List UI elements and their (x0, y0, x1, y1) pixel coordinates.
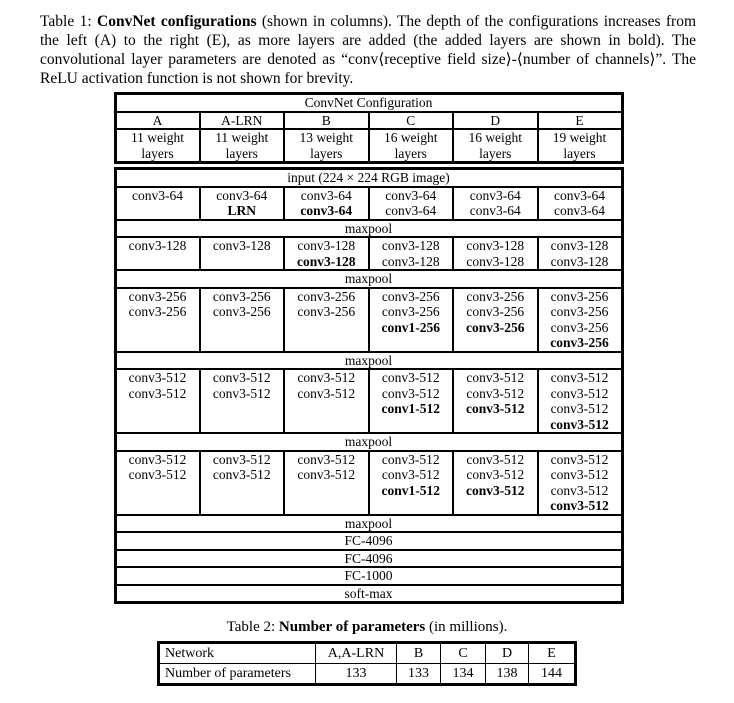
conv-layer-label: conv3-64 (385, 187, 437, 203)
table2-caption-prefix: Table 2: (226, 619, 279, 635)
conv-layer-label: conv3-128 (381, 253, 440, 269)
conv-layer-label: conv3-512 (297, 385, 356, 401)
conv-layer-label: conv3-512 (550, 416, 609, 432)
conv-layer-label: conv3-256 (466, 288, 525, 304)
parameters-table (157, 641, 577, 686)
conv-layer-label: conv3-512 (466, 370, 525, 385)
conv-cell (453, 237, 538, 270)
column-labels-row (115, 112, 622, 130)
span-row-cell: maxpool (115, 220, 622, 238)
parameters-header-cell: Network (159, 643, 316, 664)
conv-layer-label: conv3-256 (128, 288, 187, 304)
conv-layer-label: conv3-64 (132, 187, 183, 203)
conv-layer-label: conv3-128 (550, 238, 609, 253)
conv-layer-label: conv1-512 (381, 401, 440, 416)
conv-layer-label: conv3-512 (381, 451, 440, 467)
span-row-cell: soft-max (115, 585, 622, 603)
column-label-cell: D (453, 112, 538, 130)
conv-cell (115, 451, 200, 515)
conv-layer-label: conv3-512 (212, 370, 271, 385)
conv-layer-label: conv3-512 (297, 370, 356, 385)
conv-cell (284, 187, 369, 220)
conv-layer-label: conv3-512 (128, 385, 187, 401)
table1-caption-prefix: Table 1: (40, 13, 97, 30)
convnet-configuration-table (114, 92, 621, 604)
conv-layer-label: conv3-512 (128, 451, 187, 467)
conv-layer-label: conv3-128 (128, 238, 187, 253)
convnet-table-header (114, 92, 624, 164)
conv-layer-label: conv3-512 (466, 467, 525, 482)
convnet-config-title-row (115, 94, 622, 112)
conv-layer-label: conv3-512 (550, 385, 609, 401)
conv-layer-label: conv3-64 (469, 203, 521, 218)
span-row (115, 270, 622, 288)
conv-layer-label: conv3-512 (381, 385, 440, 401)
table1-caption-bold: ConvNet configurations (97, 13, 257, 30)
conv-layer-label: conv3-128 (466, 253, 525, 269)
conv-cell (369, 369, 454, 433)
span-row (115, 433, 622, 451)
table1-caption (40, 12, 696, 88)
span-row (115, 220, 622, 238)
conv-layer-label: conv3-512 (297, 467, 356, 482)
span-row-cell: FC-4096 (115, 532, 622, 550)
span-row (115, 550, 622, 568)
parameters-value-cell: 133 (316, 664, 397, 685)
parameters-header-cell: D (486, 643, 529, 664)
parameters-values-row (159, 664, 576, 685)
table2-caption-rest: (in millions). (425, 619, 508, 635)
parameters-header-cell: B (397, 643, 441, 664)
span-row (115, 352, 622, 370)
conv-layer-label: conv3-512 (550, 370, 609, 385)
conv-cell (284, 288, 369, 352)
conv-layer-label: conv3-512 (128, 370, 187, 385)
conv-layer-label: conv3-256 (381, 304, 440, 319)
span-row-cell: maxpool (115, 352, 622, 370)
conv-cell (115, 187, 200, 220)
conv-cell (369, 187, 454, 220)
document (0, 12, 734, 686)
conv-block-row (115, 369, 622, 433)
conv-layer-label: conv3-256 (212, 304, 271, 319)
span-row (115, 585, 622, 603)
conv-block-row (115, 451, 622, 515)
depth-label-cell: 13 weight layers (284, 129, 369, 163)
conv-layer-label: conv3-256 (297, 304, 356, 319)
depth-labels-row (115, 129, 622, 163)
depth-label-cell: 19 weight layers (538, 129, 623, 163)
conv-cell (200, 451, 285, 515)
conv-cell (538, 288, 623, 352)
conv-cell (538, 369, 623, 433)
conv-cell (453, 369, 538, 433)
conv-layer-label: conv3-256 (550, 319, 609, 335)
conv-cell (284, 451, 369, 515)
parameters-value-cell: 138 (486, 664, 529, 685)
conv-layer-label: conv1-512 (381, 482, 440, 498)
conv-layer-label: conv3-512 (466, 482, 525, 498)
conv-cell (115, 369, 200, 433)
parameters-value-cell: 133 (397, 664, 441, 685)
parameters-value-cell: 134 (441, 664, 486, 685)
conv-layer-label: conv3-64 (216, 187, 268, 203)
span-row-cell: FC-1000 (115, 567, 622, 585)
conv-block-row (115, 187, 622, 220)
conv-cell (200, 237, 285, 270)
span-row (115, 532, 622, 550)
table1-caption-rest: (shown in columns). The depth of the configurations increases from the left (A) to the right (E), as more layers are added (the added layers are shown in bold). The convolutional layer parameters are denoted as “conv⟨receptive field size⟩-⟨number of channels⟩”. The ReLU activation function is not shown for brevity. (40, 13, 697, 87)
conv-layer-label: conv3-256 (466, 319, 525, 335)
conv-cell (453, 451, 538, 515)
convnet-table-body (114, 167, 624, 604)
conv-layer-label: conv3-512 (381, 370, 440, 385)
conv-cell (284, 369, 369, 433)
column-label-cell: B (284, 112, 369, 130)
depth-label-cell: 11 weight layers (115, 129, 200, 163)
conv-layer-label: conv3-256 (550, 304, 609, 319)
conv-cell (538, 451, 623, 515)
column-label-cell: A-LRN (200, 112, 285, 130)
conv-layer-label: conv3-512 (550, 451, 609, 467)
conv-layer-label: conv3-64 (554, 203, 605, 218)
conv-block-row (115, 288, 622, 352)
conv-layer-label: conv3-64 (300, 203, 353, 218)
conv-layer-label: conv3-512 (550, 482, 609, 498)
table2-caption-bold: Number of parameters (278, 619, 426, 635)
conv-cell (200, 187, 285, 220)
conv-layer-label: conv3-512 (212, 451, 271, 467)
parameters-header-cell: C (441, 643, 486, 664)
conv-layer-label: conv3-256 (550, 335, 609, 350)
conv-layer-label: conv3-512 (297, 451, 356, 467)
span-row (115, 515, 622, 533)
span-row-cell: maxpool (115, 433, 622, 451)
conv-layer-label: conv3-256 (381, 288, 440, 304)
conv-cell (369, 451, 454, 515)
conv-layer-label: conv3-128 (550, 253, 609, 269)
conv-layer-label: conv3-512 (466, 401, 525, 416)
depth-label-cell: 16 weight layers (453, 129, 538, 163)
conv-layer-label: conv3-512 (466, 451, 525, 467)
conv-cell (284, 237, 369, 270)
conv-layer-label: conv3-128 (212, 238, 271, 253)
column-label-cell: C (369, 112, 454, 130)
conv-cell (453, 288, 538, 352)
conv-layer-label: conv3-512 (550, 498, 609, 513)
conv-cell (115, 237, 200, 270)
depth-label-cell: 11 weight layers (200, 129, 285, 163)
conv-layer-label: conv3-128 (466, 238, 525, 253)
span-row-cell: maxpool (115, 515, 622, 533)
conv-layer-label: conv3-64 (554, 187, 605, 203)
parameters-header-cell: A,A-LRN (316, 643, 397, 664)
depth-label-cell: 16 weight layers (369, 129, 454, 163)
conv-layer-label: conv3-128 (297, 253, 356, 269)
conv-cell (200, 288, 285, 352)
column-label-cell: A (115, 112, 200, 130)
conv-layer-label: conv3-512 (550, 467, 609, 482)
conv-layer-label: conv3-256 (128, 304, 187, 319)
conv-layer-label: conv3-256 (297, 288, 356, 304)
conv-layer-label: conv3-64 (300, 187, 352, 203)
conv-layer-label: conv3-512 (466, 385, 525, 401)
table2-caption (0, 618, 734, 637)
conv-cell (453, 187, 538, 220)
conv-layer-label: conv3-512 (381, 467, 440, 482)
span-row-cell: maxpool (115, 270, 622, 288)
span-row-cell: input (224 × 224 RGB image) (115, 169, 622, 187)
conv-cell (369, 288, 454, 352)
conv-layer-label: conv3-64 (469, 187, 521, 203)
span-row (115, 169, 622, 187)
parameters-header-row (159, 643, 576, 664)
column-label-cell: E (538, 112, 623, 130)
conv-layer-label: conv3-256 (212, 288, 271, 304)
conv-layer-label: LRN (227, 203, 256, 218)
conv-cell (538, 237, 623, 270)
conv-cell (200, 369, 285, 433)
parameters-header-cell: E (529, 643, 576, 664)
conv-layer-label: conv1-256 (381, 319, 440, 335)
conv-layer-label: conv3-256 (550, 288, 609, 304)
conv-block-row (115, 237, 622, 270)
conv-layer-label: conv3-512 (212, 467, 271, 482)
convnet-config-title: ConvNet Configuration (115, 94, 622, 112)
conv-cell (115, 288, 200, 352)
conv-layer-label: conv3-512 (128, 467, 187, 482)
conv-layer-label: conv3-512 (550, 401, 609, 416)
parameters-row-label: Number of parameters (159, 664, 316, 685)
conv-cell (369, 237, 454, 270)
parameters-value-cell: 144 (529, 664, 576, 685)
conv-cell (538, 187, 623, 220)
conv-layer-label: conv3-64 (385, 203, 437, 218)
conv-layer-label: conv3-128 (381, 238, 440, 253)
conv-layer-label: conv3-512 (212, 385, 271, 401)
conv-layer-label: conv3-128 (297, 238, 356, 253)
span-row (115, 567, 622, 585)
conv-layer-label: conv3-256 (466, 304, 525, 319)
span-row-cell: FC-4096 (115, 550, 622, 568)
